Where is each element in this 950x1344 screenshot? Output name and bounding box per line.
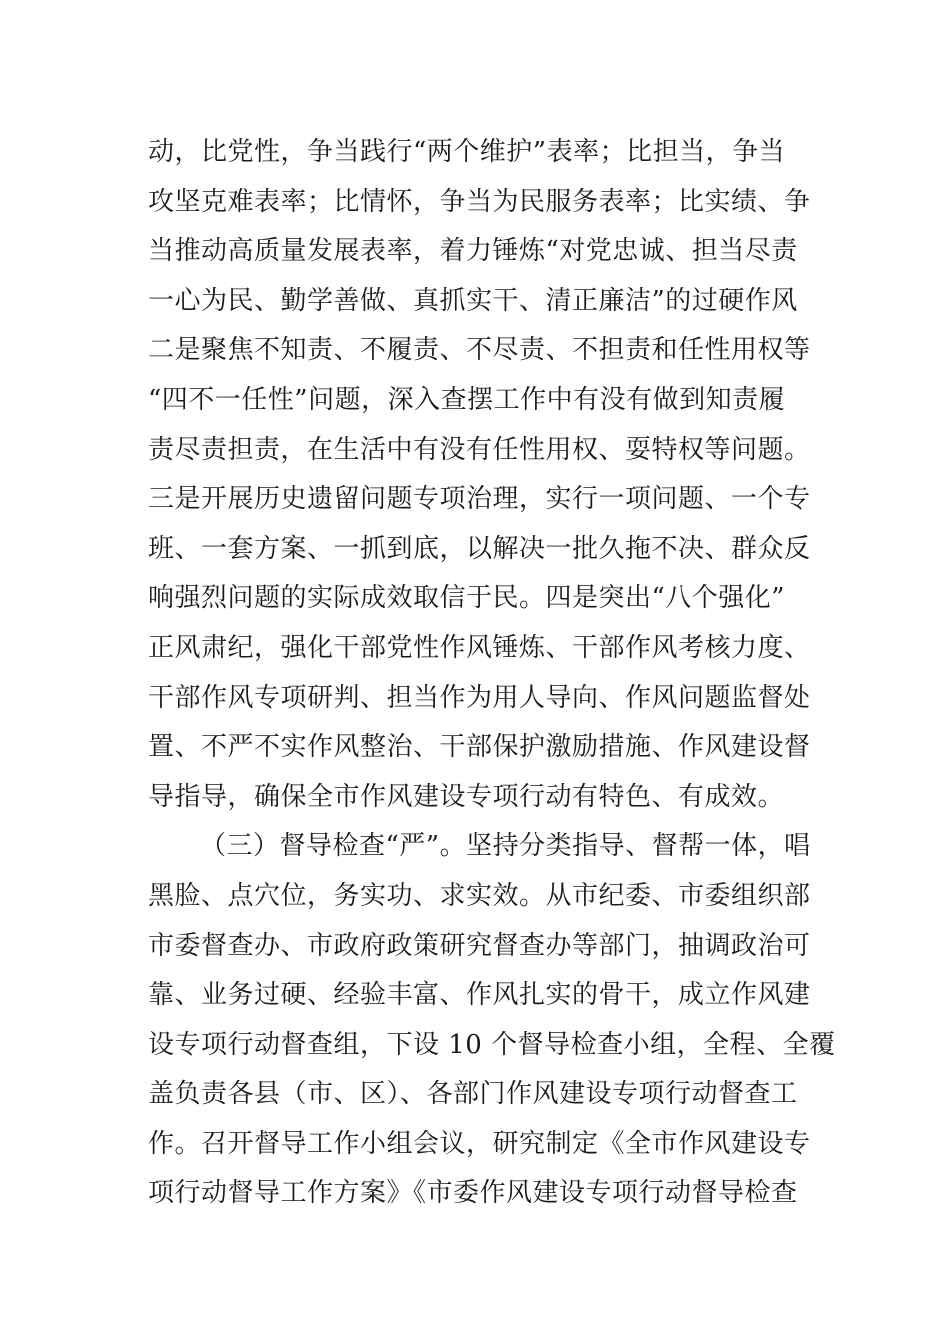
text-line: 导指导，确保全市作风建设专项行动有特色、有成效。 [148,781,785,812]
text-line: 市委督查办、市政府政策研究督查办等部门，抽调政治可 [148,930,811,961]
text-line: 二是聚焦不知责、不履责、不尽责、不担责和任性用权等 [148,335,811,366]
text-line: 动，比党性，争当践行“两个维护”表率；比担当，争当 [148,137,786,167]
text-line: 项行动督导工作方案》《市委作风建设专项行动督导检查 [148,1178,798,1209]
text-line: 响强烈问题的实际成效取信于民。四是突出“八个强化” [148,583,786,614]
text-line: 黑脸、点穴位，务实功、求实效。从市纪委、市委组织部 [148,880,811,911]
text-line: 靠、业务过硬、经验丰富、作风扎实的骨干，成立作风建 [148,980,811,1011]
text-line: 班、一套方案、一抓到底，以解决一批久拖不决、群众反 [148,533,811,564]
text-line: “四不一任性”问题，深入查摆工作中有没有做到知责履 [148,384,786,415]
text-line: 置、不严不实作风整治、干部保护激励措施、作风建设督 [148,732,811,763]
text-line: 盖负责各县（市、区）、各部门作风建设专项行动督查工 [148,1079,798,1110]
text-line: 三是开展历史遗留问题专项治理，实行一项问题、一个专 [148,484,811,515]
text-line: 当推动高质量发展表率，着力锤炼“对党忠诚、担当尽责 [148,236,798,267]
text-line: 一心为民、勤学善做、真抓实干、清正廉洁”的过硬作风 [148,285,798,316]
text-line: 作。召开督导工作小组会议，研究制定《全市作风建设专 [148,1128,811,1159]
text-line: 攻坚克难表率；比情怀，争当为民服务表率；比实绩、争 [148,186,811,217]
body-text [148,128,848,1219]
text-line: 干部作风专项研判、担当作为用人导向、作风问题监督处 [148,682,811,713]
text-line: 设专项行动督查组，下设 10 个督导检查小组，全程、全覆 [148,1029,836,1060]
text-line: 责尽责担责，在生活中有没有任性用权、耍特权等问题。 [148,434,811,465]
text-line: 正风肃纪，强化干部党性作风锤炼、干部作风考核力度、 [148,632,811,663]
paragraph-start-line: （三）督导检查“严”。坚持分类指导、督帮一体，唱 [200,831,811,862]
